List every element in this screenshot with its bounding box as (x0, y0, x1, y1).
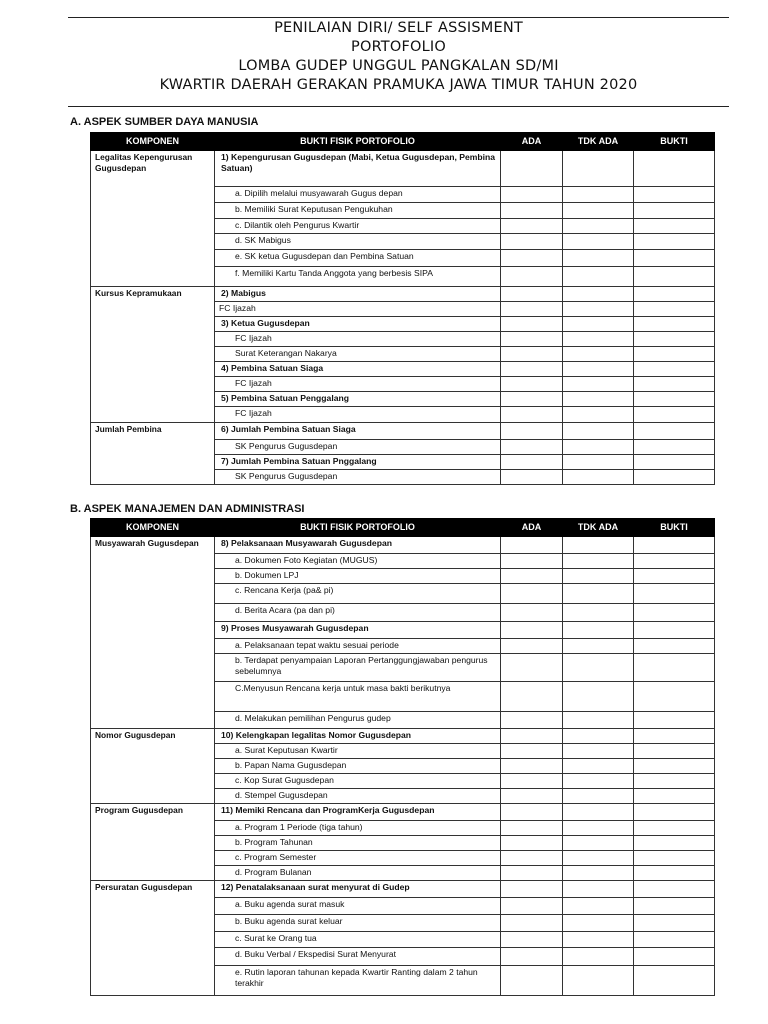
tdk-ada-cell[interactable] (563, 440, 634, 455)
bukti-cell[interactable] (634, 362, 715, 377)
ada-cell[interactable] (501, 347, 563, 362)
tdk-ada-cell[interactable] (563, 654, 634, 682)
ada-cell[interactable] (501, 836, 563, 851)
bukti-cell[interactable] (634, 203, 715, 219)
portfolio-item-cell: d. Buku Verbal / Ekspedisi Surat Menyurat (215, 948, 501, 966)
component-cell: Persuratan Gugusdepan (91, 881, 215, 996)
portfolio-item-cell: b. Program Tahunan (215, 836, 501, 851)
portfolio-item-cell: b. Memiliki Surat Keputusan Pengukuhan (215, 203, 501, 219)
ada-cell[interactable] (501, 440, 563, 455)
bukti-cell[interactable] (634, 470, 715, 485)
portfolio-item-cell: d. Stempel Gugusdepan (215, 789, 501, 804)
bukti-cell[interactable] (634, 804, 715, 821)
bukti-cell[interactable] (634, 604, 715, 622)
tdk-ada-cell[interactable] (563, 729, 634, 744)
portfolio-item-cell: c. Rencana Kerja (pa& pi) (215, 584, 501, 604)
bukti-cell[interactable] (634, 789, 715, 804)
portfolio-item-cell: c. Dilantik oleh Pengurus Kwartir (215, 219, 501, 234)
ada-cell[interactable] (501, 881, 563, 898)
tdk-ada-cell[interactable] (563, 250, 634, 267)
portfolio-item-cell: d. Program Bulanan (215, 866, 501, 881)
bukti-cell[interactable] (634, 915, 715, 932)
portfolio-item-cell: d. Berita Acara (pa dan pi) (215, 604, 501, 622)
ada-cell[interactable] (501, 774, 563, 789)
tdk-ada-cell[interactable] (563, 151, 634, 187)
tdk-ada-cell[interactable] (563, 622, 634, 639)
tdk-ada-cell[interactable] (563, 537, 634, 554)
tdk-ada-cell[interactable] (563, 234, 634, 250)
ada-cell[interactable] (501, 682, 563, 712)
section-a-title: A. ASPEK SUMBER DAYA MANUSIA (70, 116, 259, 128)
tdk-ada-cell[interactable] (563, 317, 634, 332)
portfolio-item-cell: 12) Penatalaksanaan surat menyurat di Gudep (215, 881, 501, 898)
section-b-table (90, 518, 715, 996)
tdk-ada-cell[interactable] (563, 187, 634, 203)
ada-cell[interactable] (501, 302, 563, 317)
header-bottom-rule (68, 106, 729, 107)
portfolio-item-cell: f. Memiliki Kartu Tanda Anggota yang berbesis SIPA (215, 267, 501, 287)
bukti-cell[interactable] (634, 234, 715, 250)
table-row (91, 423, 715, 440)
bukti-cell[interactable] (634, 851, 715, 866)
header-line-2: PORTOFOLIO (351, 39, 446, 55)
header-line-3: LOMBA GUDEP UNGGUL PANGKALAN SD/MI (238, 58, 559, 74)
tdk-ada-cell[interactable] (563, 569, 634, 584)
ada-cell[interactable] (501, 537, 563, 554)
portfolio-item-cell: 4) Pembina Satuan Siaga (215, 362, 501, 377)
bukti-cell[interactable] (634, 423, 715, 440)
bukti-cell[interactable] (634, 287, 715, 302)
portfolio-item-cell: SK Pengurus Gugusdepan (215, 440, 501, 455)
bukti-cell[interactable] (634, 744, 715, 759)
bukti-cell[interactable] (634, 250, 715, 267)
component-cell: Kursus Kepramukaan (91, 287, 215, 423)
tdk-ada-cell[interactable] (563, 932, 634, 948)
ada-cell[interactable] (501, 789, 563, 804)
col-header-komponen: KOMPONEN (91, 133, 215, 151)
ada-cell[interactable] (501, 151, 563, 187)
tdk-ada-cell[interactable] (563, 682, 634, 712)
ada-cell[interactable] (501, 234, 563, 250)
portfolio-item-cell: b. Dokumen LPJ (215, 569, 501, 584)
col-header-bukti-fisik: BUKTI FISIK PORTOFOLIO (215, 519, 501, 537)
portfolio-item-cell: e. SK ketua Gugusdepan dan Pembina Satuan (215, 250, 501, 267)
component-cell: Jumlah Pembina (91, 423, 215, 485)
bukti-cell[interactable] (634, 332, 715, 347)
bukti-cell[interactable] (634, 836, 715, 851)
portfolio-item-cell: C.Menyusun Rencana kerja untuk masa bakti berikutnya (215, 682, 501, 712)
portfolio-item-cell: e. Rutin laporan tahunan kepada Kwartir Ranting dalam 2 tahun terakhir (215, 966, 501, 996)
ada-cell[interactable] (501, 654, 563, 682)
tdk-ada-cell[interactable] (563, 881, 634, 898)
bukti-cell[interactable] (634, 302, 715, 317)
portfolio-item-cell: Surat Keterangan Nakarya (215, 347, 501, 362)
ada-cell[interactable] (501, 759, 563, 774)
tdk-ada-cell[interactable] (563, 851, 634, 866)
bukti-cell[interactable] (634, 759, 715, 774)
bukti-cell[interactable] (634, 584, 715, 604)
col-header-bukti: BUKTI (634, 519, 715, 537)
tdk-ada-cell[interactable] (563, 470, 634, 485)
bukti-cell[interactable] (634, 966, 715, 996)
col-header-ada: ADA (501, 133, 563, 151)
tdk-ada-cell[interactable] (563, 362, 634, 377)
ada-cell[interactable] (501, 392, 563, 407)
ada-cell[interactable] (501, 267, 563, 287)
portfolio-item-cell: a. Program 1 Periode (tiga tahun) (215, 821, 501, 836)
portfolio-item-cell: a. Pelaksanaan tepat waktu sesuai periode (215, 639, 501, 654)
tdk-ada-cell[interactable] (563, 347, 634, 362)
portfolio-item-cell: FC Ijazah (215, 377, 501, 392)
col-header-komponen: KOMPONEN (91, 519, 215, 537)
ada-cell[interactable] (501, 332, 563, 347)
ada-cell[interactable] (501, 455, 563, 470)
portfolio-item-cell: b. Terdapat penyampaian Laporan Pertanggungjawaban pengurus sebelumnya (215, 654, 501, 682)
tdk-ada-cell[interactable] (563, 423, 634, 440)
bukti-cell[interactable] (634, 774, 715, 789)
bukti-cell[interactable] (634, 187, 715, 203)
tdk-ada-cell[interactable] (563, 392, 634, 407)
ada-cell[interactable] (501, 317, 563, 332)
ada-cell[interactable] (501, 604, 563, 622)
tdk-ada-cell[interactable] (563, 584, 634, 604)
portfolio-item-cell: 3) Ketua Gugusdepan (215, 317, 501, 332)
table-row (91, 151, 715, 187)
header-line-4: KWARTIR DAERAH GERAKAN PRAMUKA JAWA TIMUR TAHUN 2020 (159, 77, 638, 93)
portfolio-item-cell: 10) Kelengkapan legalitas Nomor Gugusdepan (215, 729, 501, 744)
ada-cell[interactable] (501, 423, 563, 440)
bukti-cell[interactable] (634, 377, 715, 392)
bukti-cell[interactable] (634, 821, 715, 836)
portfolio-item-cell: 7) Jumlah Pembina Satuan Pnggalang (215, 455, 501, 470)
portfolio-item-cell: 2) Mabigus (215, 287, 501, 302)
tdk-ada-cell[interactable] (563, 554, 634, 569)
tdk-ada-cell[interactable] (563, 774, 634, 789)
bukti-cell[interactable] (634, 219, 715, 234)
tdk-ada-cell[interactable] (563, 915, 634, 932)
ada-cell[interactable] (501, 377, 563, 392)
ada-cell[interactable] (501, 569, 563, 584)
tdk-ada-cell[interactable] (563, 302, 634, 317)
ada-cell[interactable] (501, 729, 563, 744)
tdk-ada-cell[interactable] (563, 203, 634, 219)
portfolio-item-cell: 5) Pembina Satuan Penggalang (215, 392, 501, 407)
tdk-ada-cell[interactable] (563, 898, 634, 915)
col-header-tdk-ada: TDK ADA (563, 133, 634, 151)
tdk-ada-cell[interactable] (563, 712, 634, 729)
portfolio-item-cell: d. Melakukan pemilihan Pengurus gudep (215, 712, 501, 729)
tdk-ada-cell[interactable] (563, 804, 634, 821)
portfolio-item-cell: FC Ijazah (215, 407, 501, 423)
bukti-cell[interactable] (634, 537, 715, 554)
portfolio-item-cell: a. Dokumen Foto Kegiatan (MUGUS) (215, 554, 501, 569)
portfolio-item-cell: b. Buku agenda surat keluar (215, 915, 501, 932)
section-a-table (90, 132, 715, 485)
tdk-ada-cell[interactable] (563, 639, 634, 654)
bukti-cell[interactable] (634, 440, 715, 455)
tdk-ada-cell[interactable] (563, 966, 634, 996)
col-header-bukti-fisik: BUKTI FISIK PORTOFOLIO (215, 133, 501, 151)
ada-cell[interactable] (501, 966, 563, 996)
table-header-row (91, 133, 715, 151)
component-cell: Legalitas Kepengurusan Gugusdepan (91, 151, 215, 287)
portfolio-item-cell: 6) Jumlah Pembina Satuan Siaga (215, 423, 501, 440)
ada-cell[interactable] (501, 470, 563, 485)
ada-cell[interactable] (501, 219, 563, 234)
ada-cell[interactable] (501, 362, 563, 377)
tdk-ada-cell[interactable] (563, 948, 634, 966)
col-header-ada: ADA (501, 519, 563, 537)
tdk-ada-cell[interactable] (563, 332, 634, 347)
portfolio-item-cell: d. SK Mabigus (215, 234, 501, 250)
bukti-cell[interactable] (634, 317, 715, 332)
portfolio-item-cell: 9) Proses Musyawarah Gugusdepan (215, 622, 501, 639)
ada-cell[interactable] (501, 639, 563, 654)
ada-cell[interactable] (501, 932, 563, 948)
portfolio-item-cell: c. Surat ke Orang tua (215, 932, 501, 948)
tdk-ada-cell[interactable] (563, 744, 634, 759)
tdk-ada-cell[interactable] (563, 821, 634, 836)
tdk-ada-cell[interactable] (563, 759, 634, 774)
component-cell: Program Gugusdepan (91, 804, 215, 881)
ada-cell[interactable] (501, 554, 563, 569)
ada-cell[interactable] (501, 744, 563, 759)
bukti-cell[interactable] (634, 392, 715, 407)
bukti-cell[interactable] (634, 151, 715, 187)
tdk-ada-cell[interactable] (563, 866, 634, 881)
tdk-ada-cell[interactable] (563, 377, 634, 392)
header-line-1: PENILAIAN DIRI/ SELF ASSISMENT (274, 20, 523, 36)
ada-cell[interactable] (501, 851, 563, 866)
portfolio-item-cell: c. Program Semester (215, 851, 501, 866)
tdk-ada-cell[interactable] (563, 836, 634, 851)
tdk-ada-cell[interactable] (563, 455, 634, 470)
bukti-cell[interactable] (634, 948, 715, 966)
portfolio-item-cell: 1) Kepengurusan Gugusdepan (Mabi, Ketua Gugusdepan, Pembina Satuan) (215, 151, 501, 187)
table-row (91, 804, 715, 821)
bukti-cell[interactable] (634, 682, 715, 712)
portfolio-item-cell: 8) Pelaksanaan Musyawarah Gugusdepan (215, 537, 501, 554)
portfolio-item-cell: 11) Memiki Rencana dan ProgramKerja Gugusdepan (215, 804, 501, 821)
bukti-cell[interactable] (634, 347, 715, 362)
tdk-ada-cell[interactable] (563, 219, 634, 234)
bukti-cell[interactable] (634, 455, 715, 470)
portfolio-item-cell: a. Buku agenda surat masuk (215, 898, 501, 915)
table-row (91, 881, 715, 898)
bukti-cell[interactable] (634, 866, 715, 881)
portfolio-item-cell: a. Surat Keputusan Kwartir (215, 744, 501, 759)
portfolio-item-cell: a. Dipilih melalui musyawarah Gugus depan (215, 187, 501, 203)
table-row (91, 287, 715, 302)
col-header-tdk-ada: TDK ADA (563, 519, 634, 537)
ada-cell[interactable] (501, 203, 563, 219)
table-header-row (91, 519, 715, 537)
ada-cell[interactable] (501, 866, 563, 881)
ada-cell[interactable] (501, 187, 563, 203)
bukti-cell[interactable] (634, 554, 715, 569)
col-header-bukti: BUKTI (634, 133, 715, 151)
portfolio-item-cell: c. Kop Surat Gugusdepan (215, 774, 501, 789)
bukti-cell[interactable] (634, 712, 715, 729)
ada-cell[interactable] (501, 948, 563, 966)
bukti-cell[interactable] (634, 622, 715, 639)
bukti-cell[interactable] (634, 267, 715, 287)
bukti-cell[interactable] (634, 881, 715, 898)
tdk-ada-cell[interactable] (563, 604, 634, 622)
bukti-cell[interactable] (634, 898, 715, 915)
ada-cell[interactable] (501, 821, 563, 836)
tdk-ada-cell[interactable] (563, 789, 634, 804)
table-row (91, 729, 715, 744)
ada-cell[interactable] (501, 804, 563, 821)
table-row (91, 537, 715, 554)
tdk-ada-cell[interactable] (563, 287, 634, 302)
document-header (68, 19, 729, 95)
portfolio-item-cell: FC Ijazah (215, 302, 501, 317)
bukti-cell[interactable] (634, 407, 715, 423)
ada-cell[interactable] (501, 287, 563, 302)
bukti-cell[interactable] (634, 932, 715, 948)
ada-cell[interactable] (501, 898, 563, 915)
component-cell: Musyawarah Gugusdepan (91, 537, 215, 729)
portfolio-item-cell: b. Papan Nama Gugusdepan (215, 759, 501, 774)
portfolio-item-cell: FC Ijazah (215, 332, 501, 347)
bukti-cell[interactable] (634, 729, 715, 744)
ada-cell[interactable] (501, 250, 563, 267)
ada-cell[interactable] (501, 584, 563, 604)
bukti-cell[interactable] (634, 569, 715, 584)
ada-cell[interactable] (501, 622, 563, 639)
top-rule (68, 17, 729, 18)
ada-cell[interactable] (501, 712, 563, 729)
section-b-title: B. ASPEK MANAJEMEN DAN ADMINISTRASI (70, 503, 305, 515)
tdk-ada-cell[interactable] (563, 407, 634, 423)
component-cell: Nomor Gugusdepan (91, 729, 215, 804)
ada-cell[interactable] (501, 407, 563, 423)
portfolio-item-cell: SK Pengurus Gugusdepan (215, 470, 501, 485)
bukti-cell[interactable] (634, 654, 715, 682)
ada-cell[interactable] (501, 915, 563, 932)
bukti-cell[interactable] (634, 639, 715, 654)
tdk-ada-cell[interactable] (563, 267, 634, 287)
